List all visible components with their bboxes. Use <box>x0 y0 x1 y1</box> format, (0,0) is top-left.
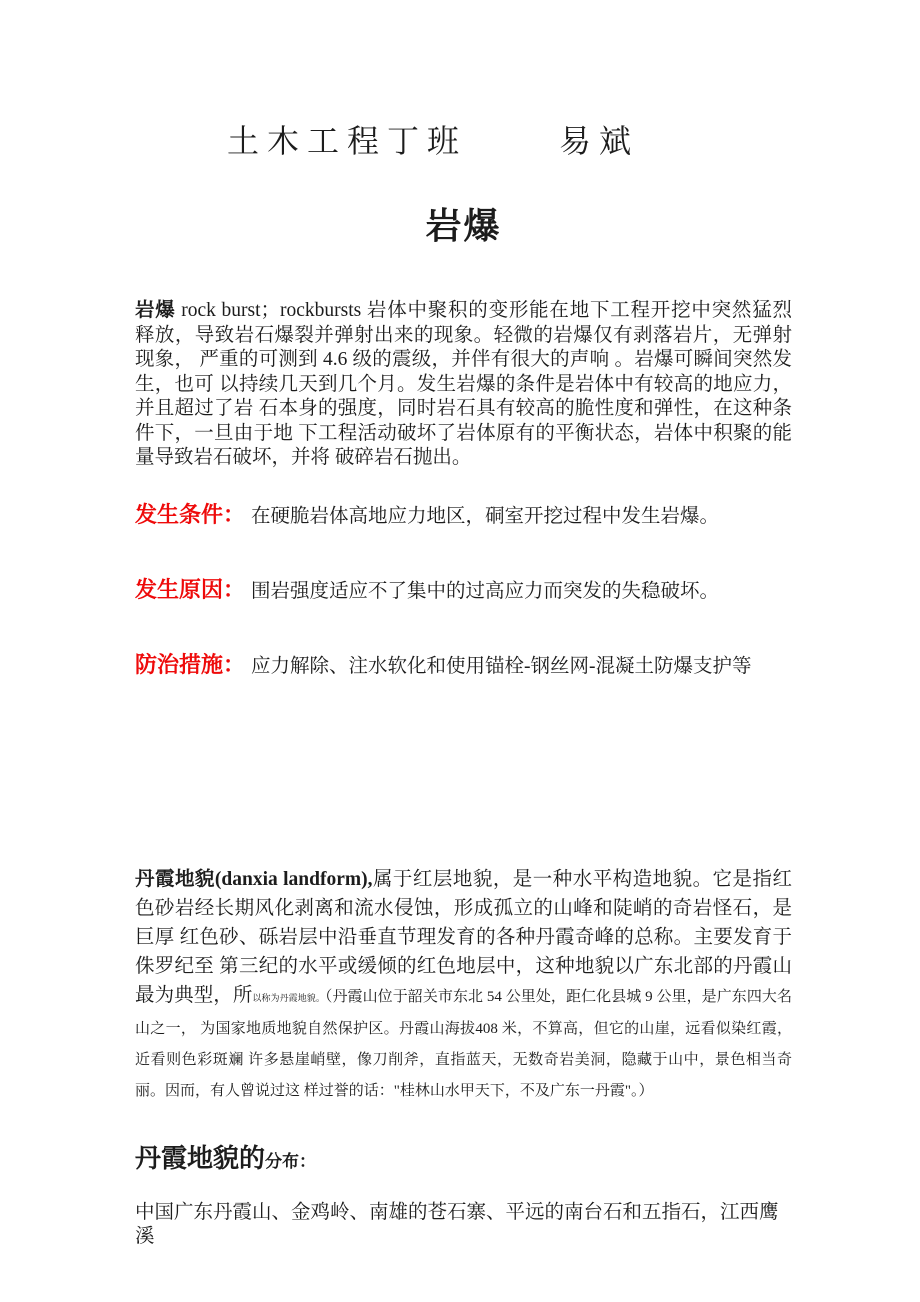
distribution-text: 中国广东丹霞山、金鸡岭、南雄的苍石寨、平远的南台石和五指石，江西鹰溪 <box>135 1201 779 1247</box>
doc-title-line <box>135 0 792 162</box>
danxia-body-text: 属于红层地貌，是一种水平构造地貌。它是指红 色砂岩经长期风化剥离和流水侵蚀，形成孤立的山峰和陡峭的奇岩怪石，是巨厚 红色砂、砾岩层中沿垂直节理发育的各种丹霞奇峰的总称。主要发育于侏罗纪至 第三纪的水平或缓倾的红色地层中，这种地貌以广东北部的丹霞山最为典型，所 <box>135 868 792 1006</box>
occurrence-causes-label: 发生原因： <box>135 576 246 602</box>
rockburst-intro-paragraph <box>135 299 792 471</box>
danxia-paragraph <box>135 865 792 1106</box>
section-prevention-measures <box>135 651 792 681</box>
prevention-measures-text: 应力解除、注水软化和使用锚栓-钢丝网-混凝土防爆支护等 <box>251 655 752 677</box>
distribution-heading-sub: 分布： <box>265 1151 317 1171</box>
distribution-heading <box>135 1138 792 1175</box>
author-name-text: 易斌 <box>559 123 640 159</box>
section-occurrence-causes <box>135 576 792 606</box>
distribution-heading-main: 丹霞地貌的 <box>135 1143 266 1173</box>
occurrence-causes-text: 围岩强度适应不了集中的过高应力而突发的失稳破坏。 <box>251 580 720 602</box>
occurrence-conditions-label: 发生条件： <box>135 501 246 527</box>
rockburst-lead-term: 岩爆 <box>135 300 176 321</box>
page-title: 岩爆 <box>425 206 502 246</box>
rockburst-body-text: rock burst；rockbursts 岩体中聚积的变形能在地下工程开挖中突然猛烈释放，导致岩石爆裂并弹射出来的现象。轻微的岩爆仅有剥落岩片，无弹射现象， 严重的可测到 4.6 级的震级，并伴有很大的声响 。岩爆可瞬间突然发生，也可 以持续几天到几个月。发生岩爆的条件是岩体中有较高的地应力，并且超过了岩 石本身的强度，同时岩石具有较高的脆性度和弹性，在这种条件下，一旦由于地 下工程活动破坏了岩体原有的平衡状态，岩体中积聚的能量导致岩石破坏，并将 破碎岩石抛出。 <box>135 300 792 468</box>
class-name-text: 土木工程丁班 <box>227 123 468 159</box>
danxia-paren-note: （丹霞山位于韶关市东北 54 公里处，距仁化县城 9 公里，是广东四大名山之一， 为国家地质地貌自然保护区。丹霞山海拔408 米，不算高，但它的山崖，远看似染红霞，近看则色彩斑斓 许多悬崖峭壁，像刀削斧，直指蓝天，无数奇岩美洞，隐藏于山中，景色相当奇丽。因而，有人曾说过这 样过誉的话："桂林山水甲天下，不及广东一丹霞"。） <box>135 988 792 1099</box>
prevention-measures-label: 防治措施： <box>135 651 246 677</box>
danxia-lead-term: 丹霞地貌(danxia landform), <box>135 868 373 890</box>
danxia-tiny-note: 以称为丹霞地貌。 <box>252 992 325 1003</box>
section-occurrence-conditions <box>135 501 792 531</box>
occurrence-conditions-text: 在硬脆岩体高地应力地区，硐室开挖过程中发生岩爆。 <box>251 505 720 527</box>
